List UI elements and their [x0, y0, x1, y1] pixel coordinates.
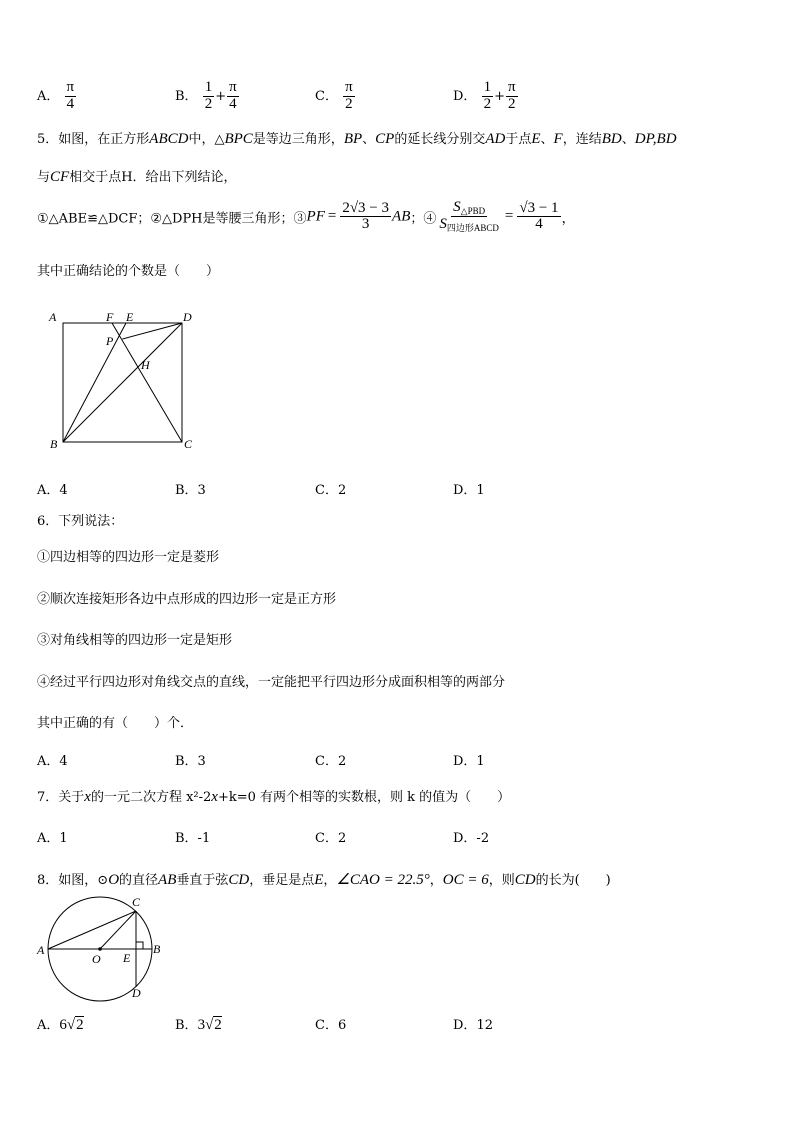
q5-label-b: B — [50, 437, 58, 451]
q8-option-b[interactable]: B．3√2 — [175, 1017, 222, 1033]
q4-option-b-plus: + — [215, 88, 227, 104]
q4-option-b-frac1: $\frac{1}{2}$ — [204, 79, 213, 112]
q6-title: 6．下列说法： — [37, 514, 124, 529]
q5-stem-line1: 5．如图，在正方形ABCD中，△BPC是等边三角形，BP、CP的延长线分别交AD于点E、F，连结BD、DP,BD — [37, 131, 677, 147]
q8-label-o: O — [92, 952, 101, 966]
q5-option-b[interactable]: B．3 — [175, 483, 206, 498]
q6-statement-1: ①四边相等的四边形一定是菱形 — [37, 550, 220, 565]
q5-question: 其中正确结论的个数是（ ） — [37, 264, 220, 279]
q4-option-b-frac2: $\frac{\pi}{4}$ — [229, 79, 237, 112]
q5-option-c[interactable]: C．2 — [315, 483, 347, 498]
q4-option-a-label: A． — [37, 88, 60, 104]
q4-option-b[interactable] — [175, 80, 240, 113]
q8-label-b: B — [153, 942, 161, 956]
q8-circle-figure — [32, 893, 172, 1005]
q4-option-d-plus: + — [494, 88, 505, 104]
q7-option-d[interactable]: D．-2 — [453, 831, 490, 846]
q5-line-be — [63, 323, 126, 442]
q4-option-a[interactable] — [37, 80, 77, 113]
q4-option-d[interactable] — [453, 80, 519, 113]
q5-line-pd — [123, 323, 183, 339]
q5-option-a[interactable]: A．4 — [37, 483, 68, 498]
q8-right-angle-mark — [136, 942, 143, 949]
q5-label-d: D — [183, 310, 192, 324]
q4-option-c-label: C． — [315, 88, 338, 104]
q6-statement-4: ④经过平行四边形对角线交点的直线，一定能把平行四边形分成面积相等的两部分 — [37, 675, 506, 690]
q6-option-d[interactable]: D．1 — [453, 754, 485, 769]
q5-pf-fraction: $\frac{2√3 - 3}{3}$ — [342, 199, 390, 233]
q6-option-a[interactable]: A．4 — [37, 754, 68, 769]
q6-statement-3: ③对角线相等的四边形一定是矩形 — [37, 633, 233, 648]
q7-option-c[interactable]: C．2 — [315, 831, 347, 846]
q5-label-p: P — [106, 334, 114, 348]
q4-option-a-frac: $\frac{\pi}{4}$ — [66, 79, 75, 112]
q8-center-dot — [98, 947, 102, 951]
q4-option-b-label: B． — [175, 88, 198, 104]
q6-option-b[interactable]: B．3 — [175, 754, 206, 769]
q4-option-d-frac2: $\frac{\pi}{2}$ — [507, 79, 516, 112]
q6-question: 其中正确的有（ ）个． — [37, 716, 194, 731]
q4-option-c-frac: $\frac{\pi}{2}$ — [345, 79, 353, 112]
q8-label-e: E — [123, 951, 131, 965]
q5-label-c: C — [184, 437, 193, 451]
q6-option-c[interactable]: C．2 — [315, 754, 347, 769]
q5-option-d[interactable]: D．1 — [453, 483, 485, 498]
q5-area-ratio: $\frac{S_{\triangle PBD}}{S_{四边形ABCD}}$ — [439, 199, 499, 234]
q7-option-b[interactable]: B．-1 — [175, 831, 211, 846]
q8-label-a: A — [37, 943, 45, 957]
q8-label-d: D — [132, 986, 141, 1000]
q6-statement-2: ②顺次连接矩形各边中点形成的四边形一定是正方形 — [37, 592, 337, 607]
q4-option-d-frac1: $\frac{1}{2}$ — [483, 79, 492, 112]
q5-ratio-value: $\frac{√3 - 1}{4}$ — [519, 199, 559, 233]
q5-label-a: A — [49, 310, 57, 324]
q5-square-figure — [40, 305, 210, 455]
q5-label-e: E — [126, 310, 134, 324]
q8-option-a[interactable]: A．6√2 — [37, 1017, 84, 1033]
q4-option-c[interactable] — [315, 80, 356, 113]
q8-label-c: C — [132, 895, 141, 909]
q8-option-d[interactable]: D．12 — [453, 1018, 493, 1033]
q7-stem: 7．关于x的一元二次方程 x²-2x+k=0 有两个相等的实数根，则 k 的值为（ ） — [37, 789, 511, 805]
q7-option-a[interactable]: A．1 — [37, 831, 68, 846]
q5-label-h: H — [141, 358, 150, 372]
q8-option-c[interactable]: C．6 — [315, 1018, 347, 1033]
q8-line-ac — [48, 911, 136, 949]
q5-stem-line2: 与CF相交于点H．给出下列结论， — [37, 169, 237, 185]
q8-stem: 8．如图，⊙O的直径AB垂直于弦CD，垂足是点E，∠CAO = 22.5°，OC = 6，则CD的长为( ) — [37, 872, 611, 888]
q5-label-f: F — [106, 310, 114, 324]
q4-option-d-label: D． — [453, 88, 477, 104]
q5-conclusions: ①△ABE≌△DCF；②△DPH是等腰三角形；③PF = $\frac{2√3 - 3}{3}$ AB；④ $\frac{S_{\triangle PBD}}{S_{四边形ABCD}}$ = $\frac{√3 - 1}{4}$ ， — [37, 199, 575, 234]
q8-line-oc — [100, 911, 136, 949]
